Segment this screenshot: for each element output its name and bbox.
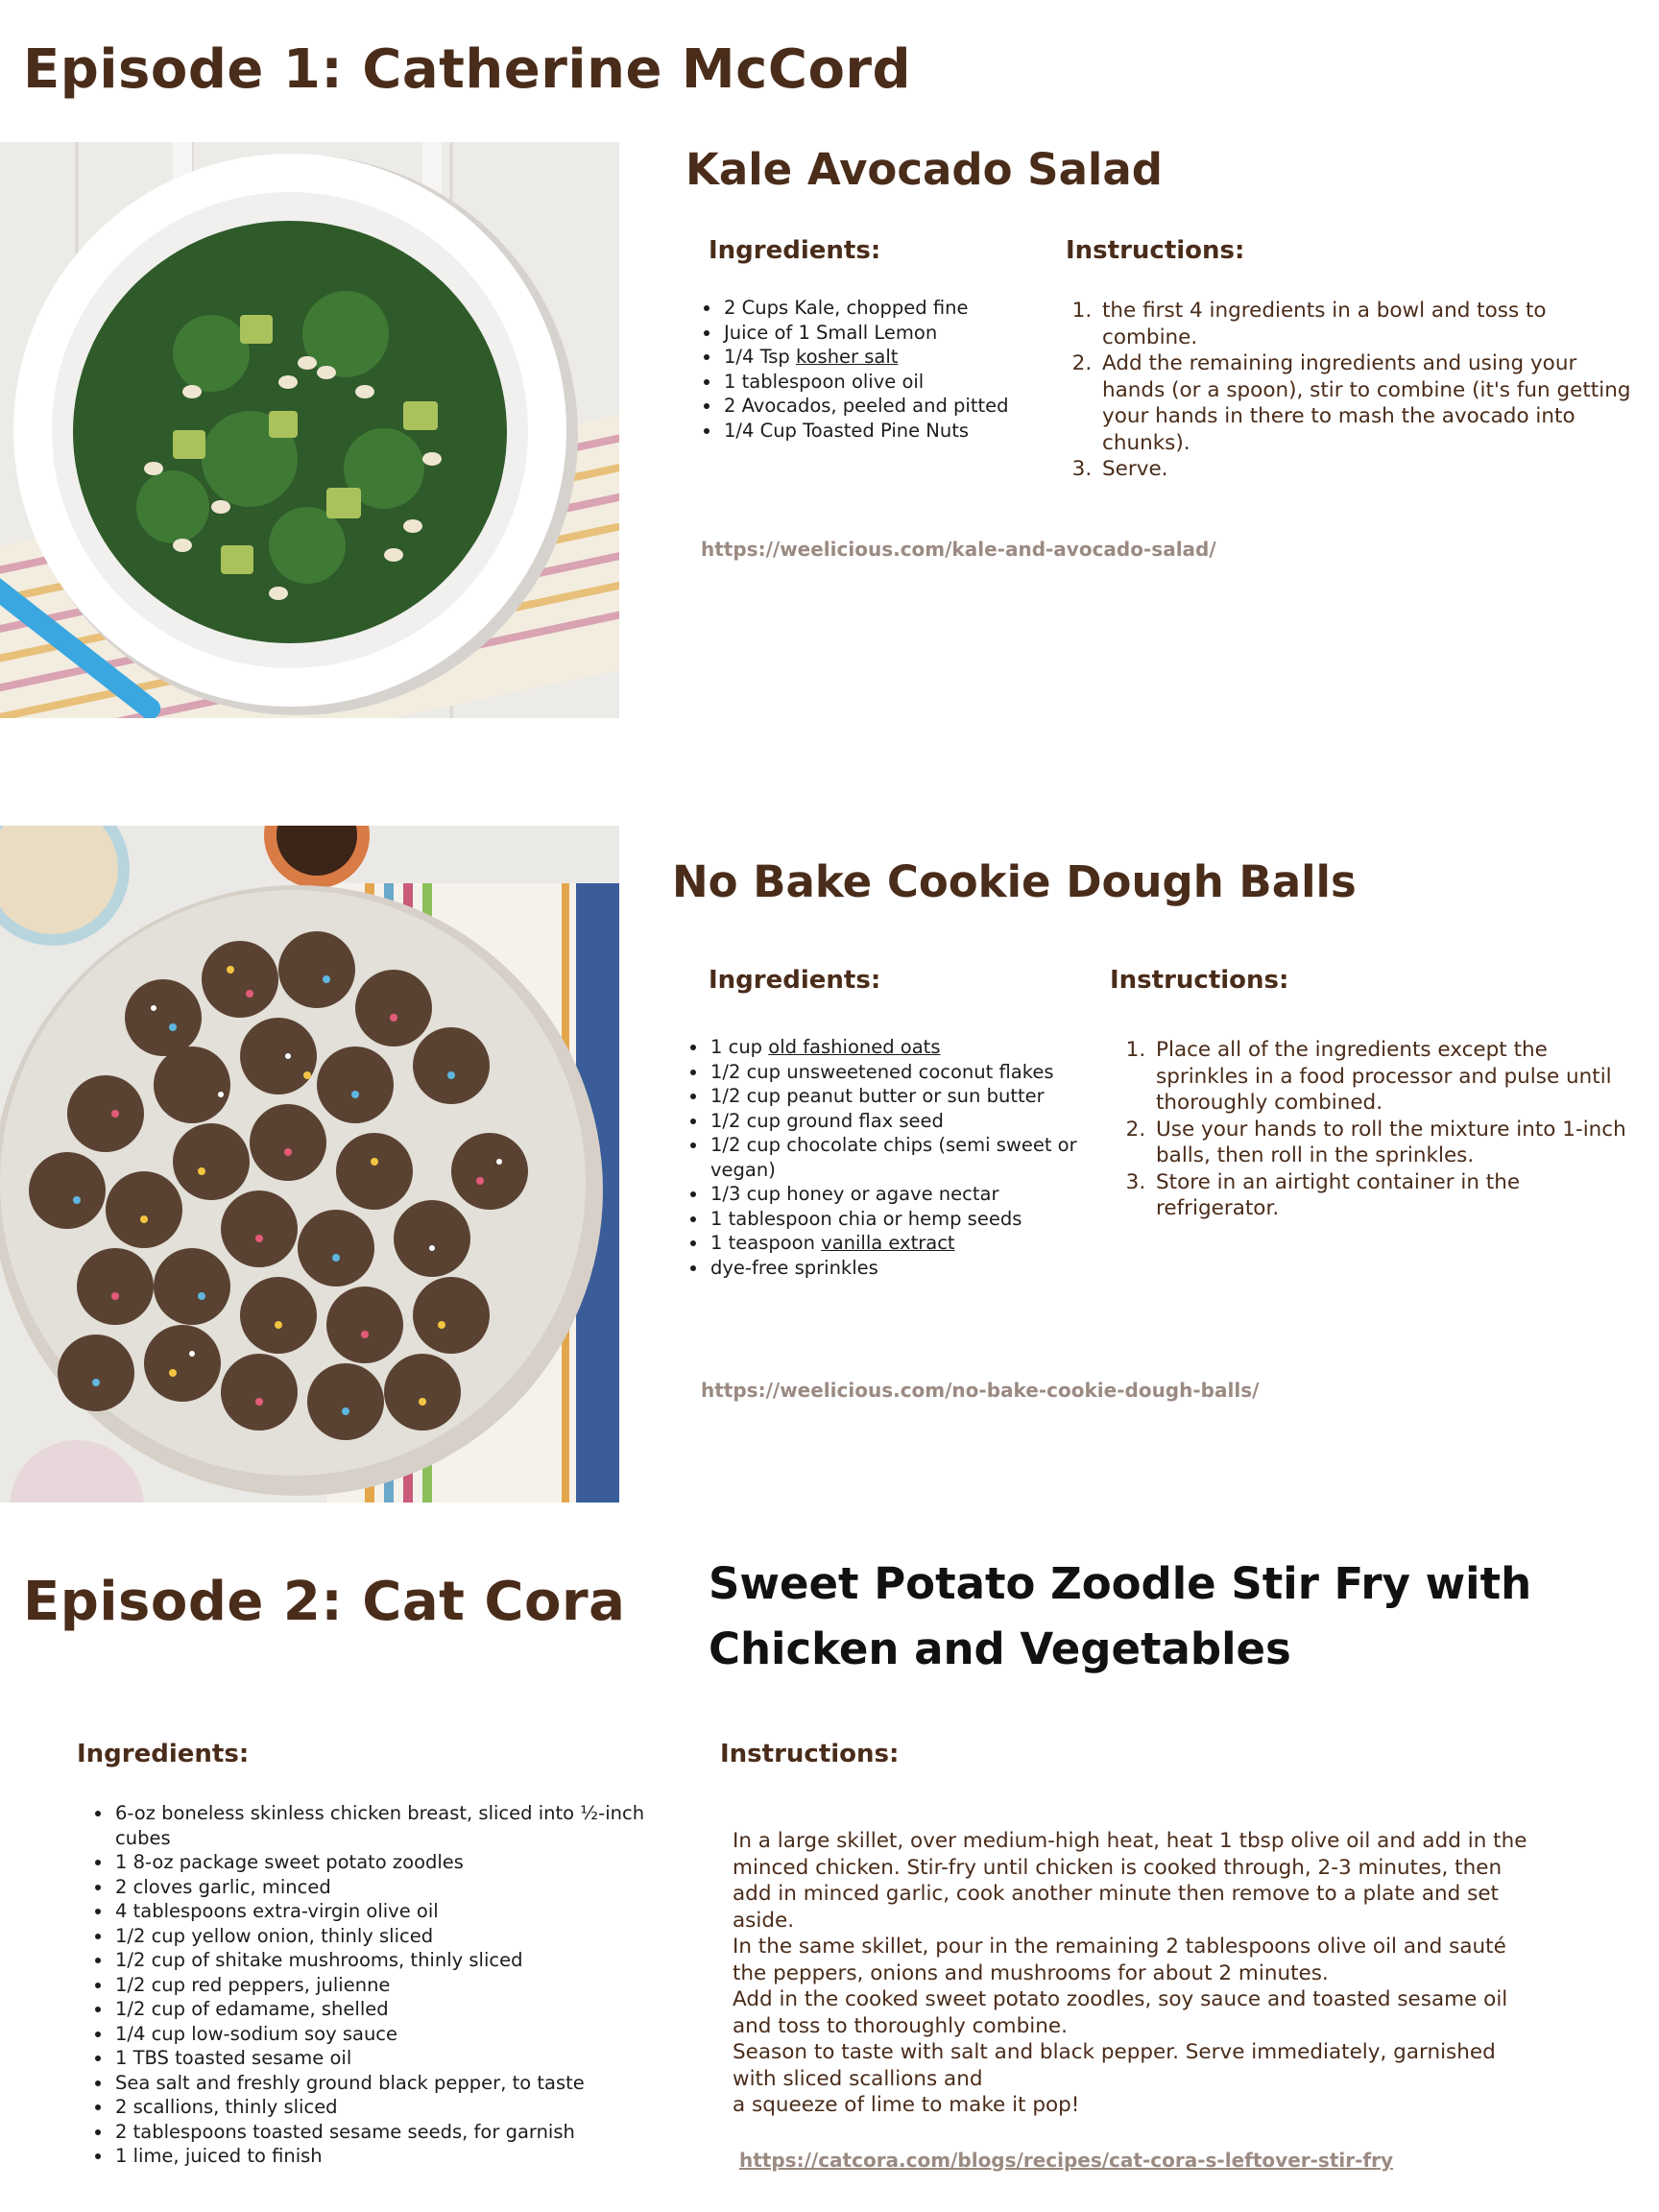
kale-salad-photo — [0, 142, 619, 718]
list-item: • 1 cup old fashioned oats — [709, 1035, 1083, 1060]
instructions-list — [1127, 1037, 1642, 1222]
list-item: 2. Add the remaining ingredients and using your hands (or a spoon), stir to combine (it's fun getting your hands in there to mash the avocado into chunks). — [1098, 350, 1636, 456]
recipe-url-link[interactable]: https://catcora.com/blogs/recipes/cat-cora-s-leftover-stir-fry — [739, 2149, 1394, 2172]
instructions-text — [733, 1828, 1539, 2119]
recipe-url-link[interactable]: https://weelicious.com/no-bake-cookie-dough-balls/ — [701, 1379, 1260, 1402]
instruction-paragraph: Season to taste with salt and black pepper. Serve immediately, garnished with sliced scallions and — [733, 2040, 1496, 2091]
ingredients-heading: Ingredients: — [77, 1740, 250, 1768]
instructions-heading: Instructions: — [1066, 236, 1245, 265]
list-item: • 1 teaspoon vanilla extract — [709, 1231, 1083, 1256]
list-item: • 1/3 cup honey or agave nectar — [709, 1182, 1083, 1207]
ingredients-heading: Ingredients: — [709, 966, 881, 995]
list-item: 3. Serve. — [1098, 456, 1636, 483]
list-item: • 2 tablespoons toasted sesame seeds, for garnish — [113, 2120, 661, 2145]
instruction-paragraph: In a large skillet, over medium-high heat, heat 1 tbsp olive oil and add in the minced chicken. Stir-fry until chicken is cooked through, 2-3 minutes, then add in minced garlic, cook another minute then remove to a plate and set aside. — [733, 1829, 1527, 1933]
recipe-title: No Bake Cookie Dough Balls — [672, 856, 1357, 907]
list-item: • 1/2 cup peanut butter or sun butter — [709, 1084, 1083, 1109]
recipe-title — [709, 1551, 1630, 1682]
list-item: • 1/2 cup yellow onion, thinly sliced — [113, 1924, 661, 1949]
ingredients-heading: Ingredients: — [709, 236, 881, 265]
list-item: • 4 tablespoons extra-virgin olive oil — [113, 1899, 661, 1924]
list-item: • 1/2 cup chocolate chips (semi sweet or vegan) — [709, 1133, 1083, 1182]
recipe-title: Kale Avocado Salad — [685, 144, 1163, 195]
list-item: • 1/2 cup red peppers, julienne — [113, 1973, 661, 1998]
instructions-list — [1073, 298, 1636, 483]
list-item: • 1/2 cup unsweetened coconut flakes — [709, 1060, 1083, 1085]
recipe-title-line-2: Chicken and Vegetables — [709, 1623, 1291, 1674]
instruction-paragraph: Add in the cooked sweet potato zoodles, soy sauce and toasted sesame oil and toss to thoroughly combine. — [733, 1987, 1508, 2038]
list-item: 3. Store in an airtight container in the refrigerator. — [1152, 1169, 1642, 1222]
episode-1-title: Episode 1: Catherine McCord — [23, 38, 912, 101]
list-item: • 1 8-oz package sweet potato zoodles — [113, 1850, 661, 1875]
oats-link[interactable]: old fashioned oats — [768, 1036, 941, 1058]
ingredients-list — [695, 296, 1048, 443]
list-item: 2. Use your hands to roll the mixture into 1-inch balls, then roll in the sprinkles. — [1152, 1117, 1642, 1169]
ingredients-list — [86, 1801, 661, 2169]
list-item: • 1/2 cup ground flax seed — [709, 1109, 1083, 1134]
list-item: • 2 cloves garlic, minced — [113, 1875, 661, 1900]
list-item: • 2 scallions, thinly sliced — [113, 2095, 661, 2120]
list-item: • 2 Avocados, peeled and pitted — [722, 394, 1048, 419]
instructions-heading: Instructions: — [1110, 966, 1289, 995]
list-item: • 1/4 cup low-sodium soy sauce — [113, 2022, 661, 2047]
instructions-heading: Instructions: — [720, 1740, 900, 1768]
ingredients-list — [682, 1035, 1083, 1280]
list-item: • 1 lime, juiced to finish — [113, 2144, 661, 2169]
recipe-title-line-1: Sweet Potato Zoodle Stir Fry with — [709, 1558, 1532, 1609]
list-item: • 1/2 cup of shitake mushrooms, thinly sliced — [113, 1948, 661, 1973]
list-item: • Sea salt and freshly ground black pepper, to taste — [113, 2071, 661, 2096]
list-item: 1. Place all of the ingredients except the sprinkles in a food processor and pulse until thoroughly combined. — [1152, 1037, 1642, 1117]
list-item: • 2 Cups Kale, chopped fine — [722, 296, 1048, 321]
list-item: • 1/4 Tsp kosher salt — [722, 345, 1048, 370]
list-item: • 1/2 cup of edamame, shelled — [113, 1997, 661, 2022]
kosher-salt-link[interactable]: kosher salt — [796, 346, 899, 368]
list-item: • 1 tablespoon chia or hemp seeds — [709, 1207, 1083, 1232]
instruction-paragraph: a squeeze of lime to make it pop! — [733, 2093, 1080, 2117]
vanilla-extract-link[interactable]: vanilla extract — [821, 1232, 955, 1254]
cookie-dough-balls-photo — [0, 826, 619, 1503]
recipe-url-link[interactable]: https://weelicious.com/kale-and-avocado-salad/ — [701, 538, 1216, 561]
list-item: • dye-free sprinkles — [709, 1256, 1083, 1281]
instruction-paragraph: In the same skillet, pour in the remaining 2 tablespoons olive oil and sauté the peppers, onions and mushrooms for about 2 minutes. — [733, 1935, 1506, 1985]
list-item: • 1/4 Cup Toasted Pine Nuts — [722, 419, 1048, 444]
list-item: 1. the first 4 ingredients in a bowl and toss to combine. — [1098, 298, 1636, 350]
list-item: • 1 tablespoon olive oil — [722, 370, 1048, 395]
list-item: • 6-oz boneless skinless chicken breast, sliced into ½-inch cubes — [113, 1801, 661, 1850]
episode-2-title: Episode 2: Cat Cora — [23, 1571, 626, 1633]
list-item: • 1 TBS toasted sesame oil — [113, 2046, 661, 2071]
list-item: • Juice of 1 Small Lemon — [722, 321, 1048, 346]
